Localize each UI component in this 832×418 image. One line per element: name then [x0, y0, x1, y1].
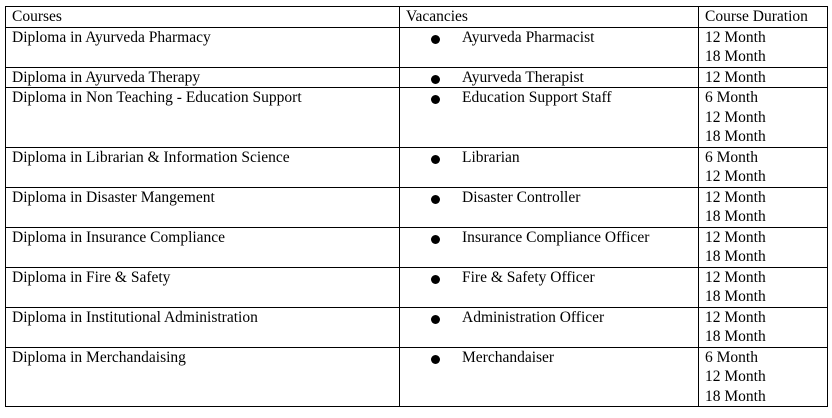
- vacancy-cell: [400, 267, 699, 307]
- table-row: [6, 147, 828, 187]
- vacancy-cell: [400, 227, 699, 267]
- duration-cell: [699, 187, 828, 227]
- duration-line: 18 Month: [705, 288, 766, 305]
- duration-cell: [699, 227, 828, 267]
- vacancy-cell: [400, 147, 699, 187]
- duration-line: 6 Month: [705, 89, 758, 106]
- course-cell: Diploma in Librarian & Information Science: [6, 147, 400, 187]
- course-cell: Diploma in Ayurveda Pharmacy: [6, 27, 400, 67]
- duration-cell: [699, 307, 828, 347]
- vacancy-text: Fire & Safety Officer: [462, 268, 595, 286]
- table-row: [6, 88, 828, 148]
- duration-line: 18 Month: [705, 128, 766, 145]
- duration-cell: [699, 267, 828, 307]
- vacancy-cell: [400, 307, 699, 347]
- duration-line: 12 Month: [705, 108, 766, 126]
- duration-line: 6 Month: [705, 348, 758, 366]
- duration-line: 12 Month: [705, 28, 766, 46]
- vacancy-text: Disaster Controller: [462, 188, 581, 206]
- vacancy-text: Ayurveda Pharmacist: [462, 28, 595, 46]
- vacancy-cell: [400, 187, 699, 227]
- vacancy-text: Ayurveda Therapist: [462, 68, 584, 86]
- duration-cell: [699, 67, 828, 88]
- duration-line: 18 Month: [705, 48, 766, 65]
- vacancy-text: Insurance Compliance Officer: [462, 228, 650, 246]
- duration-line: 12 Month: [705, 228, 766, 246]
- duration-line: 18 Month: [705, 248, 766, 265]
- table-header-row: [6, 7, 828, 28]
- course-cell: Diploma in Ayurveda Therapy: [6, 67, 400, 88]
- courses-table-body: [6, 7, 828, 407]
- table-row: [6, 67, 828, 88]
- vacancy-cell: [400, 347, 699, 407]
- table-row: [6, 27, 828, 67]
- vacancy-text: Merchandaiser: [462, 348, 555, 366]
- course-cell: Diploma in Merchandaising: [6, 347, 400, 407]
- vacancy-cell: [400, 67, 699, 88]
- duration-line: 18 Month: [705, 328, 766, 345]
- table-row: [6, 267, 828, 307]
- duration-line: 12 Month: [705, 68, 766, 86]
- vacancy-text: Administration Officer: [462, 308, 605, 326]
- vacancy-cell: [400, 27, 699, 67]
- header-course-duration: Course Duration: [699, 7, 828, 28]
- duration-line: 12 Month: [705, 168, 766, 185]
- table-row: [6, 227, 828, 267]
- table-row: [6, 187, 828, 227]
- duration-line: 12 Month: [705, 188, 766, 206]
- duration-cell: [699, 147, 828, 187]
- duration-cell: [699, 27, 828, 67]
- course-cell: Diploma in Disaster Mangement: [6, 187, 400, 227]
- course-cell: Diploma in Non Teaching - Education Support: [6, 88, 400, 148]
- header-courses: Courses: [6, 7, 400, 28]
- courses-table: [5, 6, 828, 407]
- course-cell: Diploma in Institutional Administration: [6, 307, 400, 347]
- vacancy-text: Education Support Staff: [462, 89, 612, 106]
- duration-cell: [699, 347, 828, 407]
- course-cell: Diploma in Insurance Compliance: [6, 227, 400, 267]
- duration-line: 12 Month: [705, 308, 766, 326]
- table-row: [6, 347, 828, 407]
- header-vacancies: Vacancies: [400, 7, 699, 28]
- duration-cell: [699, 88, 828, 148]
- duration-line: 18 Month: [705, 208, 766, 225]
- table-row: [6, 307, 828, 347]
- duration-line: 6 Month: [705, 148, 758, 166]
- duration-line: 12 Month: [705, 268, 766, 286]
- course-cell: Diploma in Fire & Safety: [6, 267, 400, 307]
- duration-line: 12 Month: [705, 368, 766, 385]
- duration-line: 18 Month: [705, 387, 766, 405]
- vacancy-text: Librarian: [462, 148, 520, 166]
- vacancy-cell: [400, 88, 699, 148]
